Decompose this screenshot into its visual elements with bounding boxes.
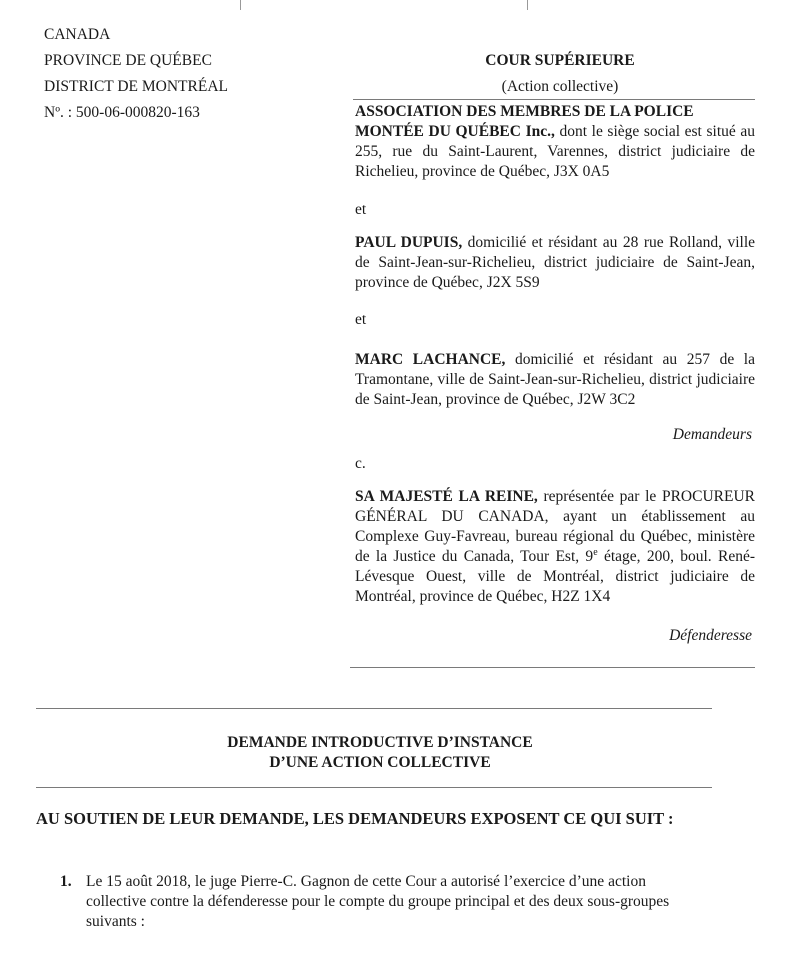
defendant [355,487,755,607]
plaintiff-2-description: domicilié et résidant au 28 rue Rolland, ville de Saint-Jean-sur-Richelieu, district judiciaire de Saint-Jean, province de Québec, J2X 5S9 [355,234,756,291]
defendant-role: Défenderesse [669,627,752,644]
paragraph-text: Le 15 août 2018, le juge Pierre-C. Gagnon de cette Cour a autorisé l’exercice d’une action collective contre la défenderesse pour le compte du groupe principal et des deux sous-groupes suivants : [86,873,670,930]
plaintiff-2 [355,233,755,293]
court-divider [353,99,755,100]
defendant-description: représentée par le PROCUREUR GÉNÉRAL DU CANADA, ayant un établissement au Complexe Guy-Favreau, bureau régional du Québec, ministère de la Justice du Canada, Tour Est, 9 [355,488,755,565]
plaintiffs-role: Demandeurs [672,426,752,443]
versus: c. [355,455,366,472]
scan-mark [527,0,528,10]
jurisdiction-province: PROVINCE DE QUÉBEC [44,52,212,69]
numbered-paragraph [60,872,690,932]
separator-and-1: et [355,201,367,218]
parties-divider [350,667,755,668]
separator-and-2: et [355,311,367,328]
court-name: COUR SUPÉRIEURE [485,52,635,69]
jurisdiction-district: DISTRICT DE MONTRÉAL [44,78,228,95]
plaintiff-3 [355,350,755,410]
defendant-description-cont: étage, 200, boul. René-Lévesque Ouest, ville de Montréal, district judiciaire de Montréal, province de Québec, H2Z 1X4 [355,548,755,605]
defendant-name: SA MAJESTÉ LA REINE, [355,488,538,505]
section-heading: AU SOUTIEN DE LEUR DEMANDE, LES DEMANDEURS EXPOSENT CE QUI SUIT : [36,809,674,828]
plaintiff-1-name: ASSOCIATION DES MEMBRES DE LA POLICE [355,103,694,120]
plaintiff-1-description: dont le siège social est situé au 255, rue du Saint-Laurent, Varennes, district judiciaire de Richelieu, province de Québec, J3X 0A5 [355,123,755,180]
plaintiff-3-description: domicilié et résidant au 257 de la Tramontane, ville de Saint-Jean-sur-Richelieu, district judiciaire de Saint-Jean, province de Québec, J2W 3C2 [355,351,755,408]
plaintiff-1-name-cont: MONTÉE DU QUÉBEC Inc., [355,123,555,140]
paragraph-number: 1. [60,873,72,890]
jurisdiction-country: CANADA [44,26,111,43]
title-rule-bottom [36,787,712,788]
title-rule-top [36,708,712,709]
file-number: Nº. : 500-06-000820-163 [44,104,200,121]
scan-mark [240,0,241,10]
plaintiff-2-name: PAUL DUPUIS, [355,234,463,251]
document-title-line-2: D’UNE ACTION COLLECTIVE [269,754,491,771]
document-title-line-1: DEMANDE INTRODUCTIVE D’INSTANCE [227,734,533,751]
defendant-superscript: e [593,546,598,558]
plaintiff-3-name: MARC LACHANCE, [355,351,506,368]
plaintiff-1 [355,102,755,182]
action-type: (Action collective) [501,78,619,95]
